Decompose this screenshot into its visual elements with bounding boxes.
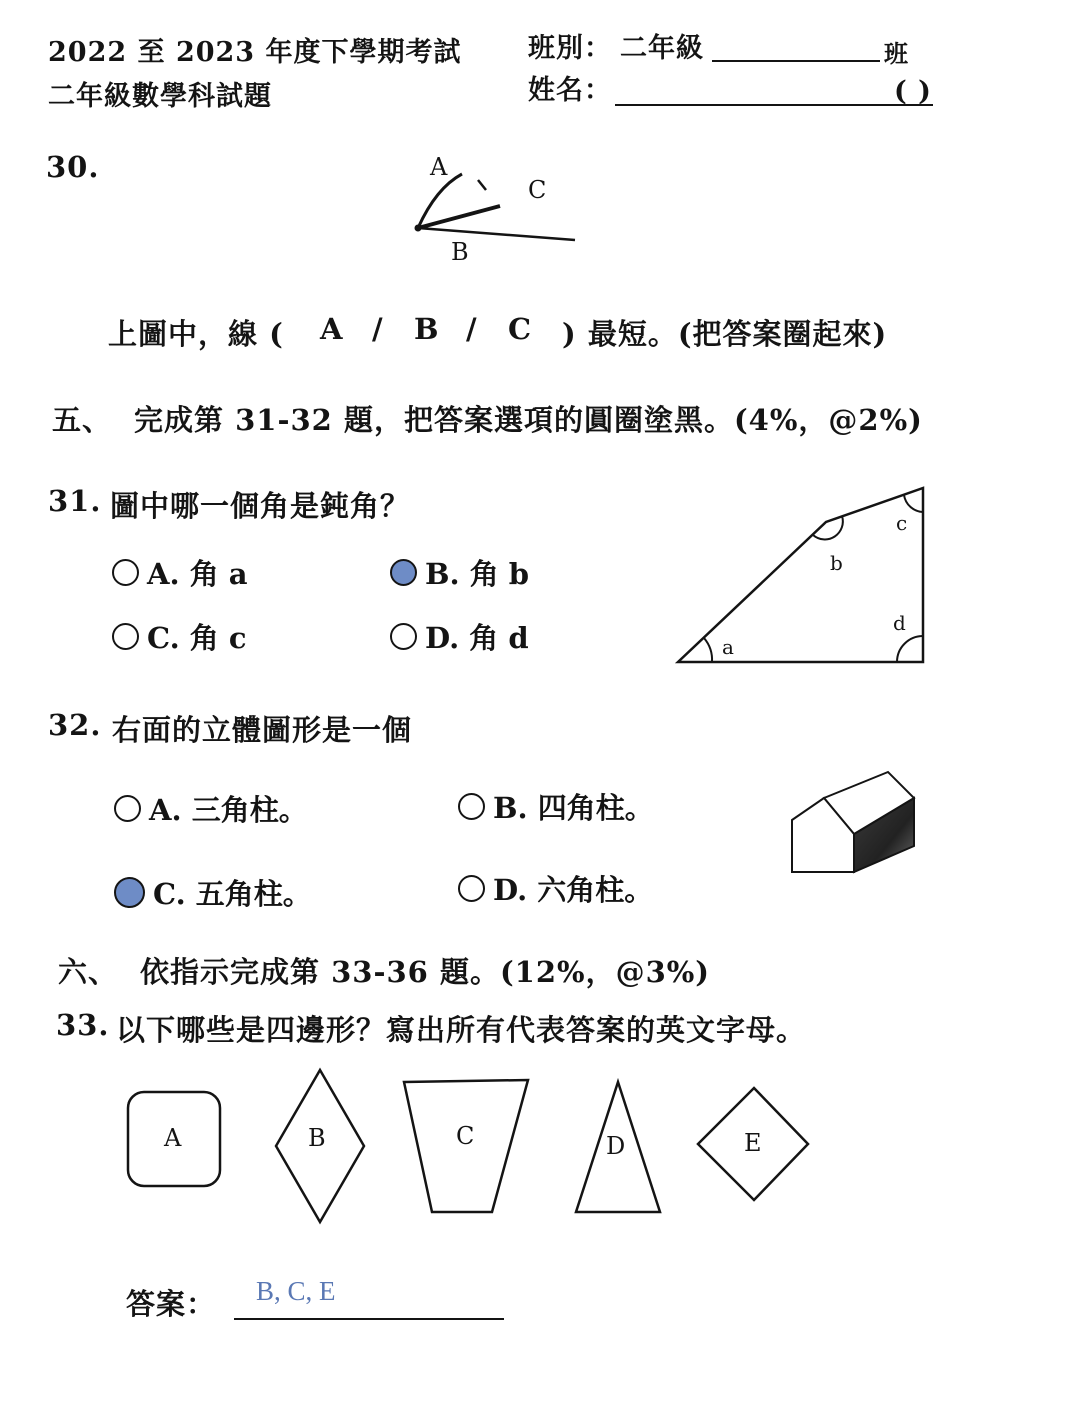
section6-instruction: 依指示完成第 33-36 題。(12%，@3%) [140,955,711,989]
q31-number: 31. [48,484,102,518]
q32-option-a-bubble[interactable] [114,795,141,822]
q31-option-d[interactable] [390,616,529,657]
q32-pentagonal-prism-figure [784,764,924,880]
q30-choice-c[interactable]: C [508,312,533,346]
q33-shape-d-label: D [606,1132,626,1160]
q30-choice-a[interactable]: A [320,312,344,346]
q32-option-d[interactable] [458,868,653,909]
q31-option-c-bubble[interactable] [112,623,139,650]
q31-angle-c-label: c [896,511,908,535]
class-suffix: 班 [884,39,909,68]
q30-label-c: C [528,176,547,204]
q31-option-b[interactable] [390,552,529,593]
class-grade: 二年級 [620,33,704,64]
q33-shape-c-label: C [456,1122,475,1150]
class-blank[interactable] [712,60,880,62]
q33-shapes-figure [120,1064,820,1234]
section5-instruction: 完成第 31-32 題，把答案選項的圓圈塗黑。(4%，@2%) [134,403,923,437]
q32-option-c-bubble[interactable] [114,877,145,908]
exam-title: 2022 至 2023 年度下學期考試 [48,37,462,68]
q31-option-b-label: B. 角 b [425,557,530,591]
q31-option-c-label: C. 角 c [147,621,247,655]
q32-option-b-bubble[interactable] [458,793,485,820]
q33-number: 33. [56,1008,110,1042]
q30-choice-slash-1: / [372,312,384,346]
q31-option-b-bubble[interactable] [390,559,417,586]
q30-choice-b[interactable]: B [414,312,440,346]
class-label: 班別： [528,33,612,64]
q33-question: 以下哪些是四邊形？寫出所有代表答案的英文字母。 [116,1013,807,1047]
section6-label: 六、 [58,955,119,989]
q30-number: 30. [46,150,100,184]
q31-quadrilateral-figure [668,478,938,678]
q30-text-prefix: 上圖中，線 ( [108,317,284,351]
q31-option-c[interactable] [112,616,247,657]
q30-label-b: B [451,238,469,266]
q33-shape-a-label: A [164,1124,182,1152]
q33-answer-blank[interactable] [234,1318,504,1320]
q31-question: 圖中哪一個角是鈍角？ [110,489,411,523]
q32-option-a-label: A. 三角柱。 [149,793,308,827]
name-label: 姓名： [528,75,612,106]
q32-option-b[interactable] [458,786,654,827]
q33-answer-label: 答案： [126,1287,217,1321]
q30-lines-figure [400,140,600,270]
q31-option-a-label: A. 角 a [147,557,248,591]
name-paren: ( ) [894,76,932,107]
q31-angle-b-label: b [830,551,843,575]
q31-angle-a-label: a [722,635,734,659]
q33-answer-value[interactable]: B, C, E [256,1276,336,1306]
q31-option-a-bubble[interactable] [112,559,139,586]
q32-option-d-label: D. 六角柱。 [493,873,654,907]
q32-option-b-label: B. 四角柱。 [493,791,654,825]
q32-option-d-bubble[interactable] [458,875,485,902]
q32-option-a[interactable] [114,788,308,829]
q30-label-a: A [430,153,448,181]
q33-shape-e-label: E [744,1129,762,1157]
q32-option-c-label: C. 五角柱。 [153,877,312,911]
name-blank[interactable] [615,104,933,106]
q31-angle-d-label: d [893,611,906,635]
q32-number: 32. [48,708,102,742]
q31-option-a[interactable] [112,552,248,593]
subject-title: 二年級數學科試題 [48,81,272,112]
q32-question: 右面的立體圖形是一個 [112,713,413,747]
q31-option-d-label: D. 角 d [425,621,529,655]
section5-label: 五、 [52,403,113,437]
q30-text-suffix: ) 最短。(把答案圈起來) [562,317,888,351]
q32-option-c[interactable] [114,872,312,913]
q31-option-d-bubble[interactable] [390,623,417,650]
q33-shape-b-label: B [308,1124,326,1152]
q30-choice-slash-2: / [466,312,478,346]
